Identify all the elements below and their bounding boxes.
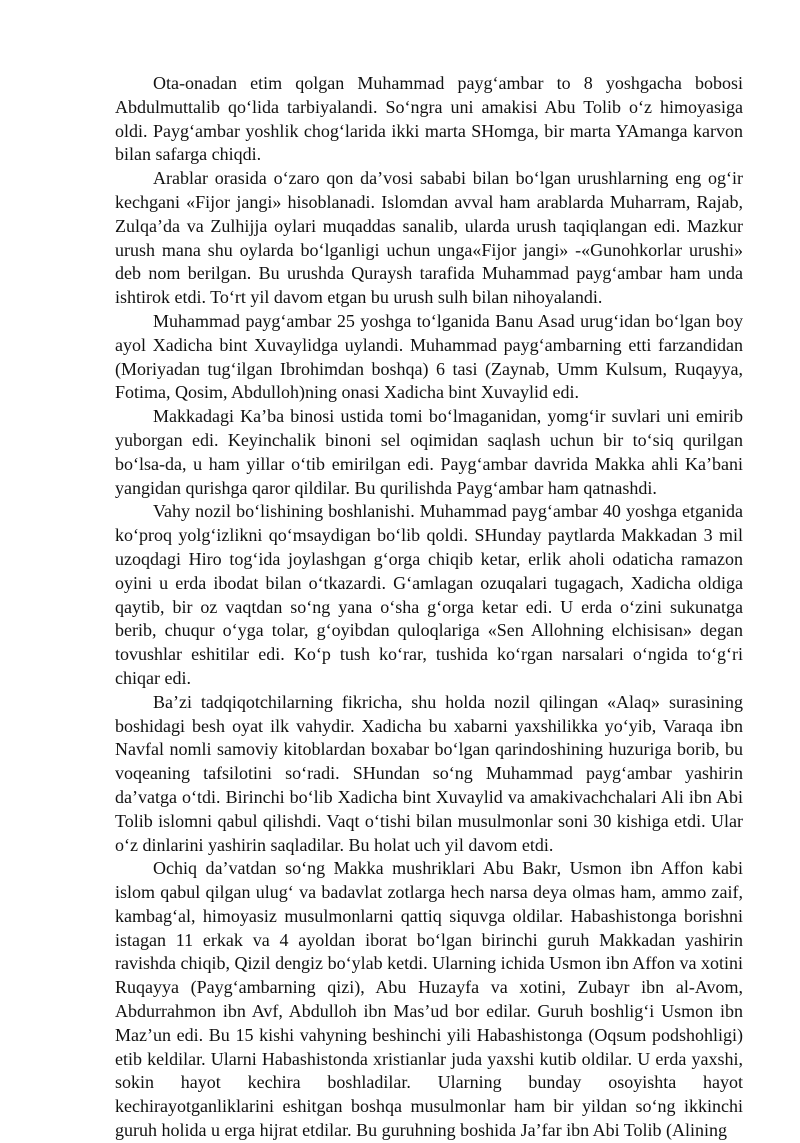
document-page [115,72,743,1143]
paragraph-7: Ochiq da’vatdan so‘ng Makka mushriklari Abu Bakr, Usmon ibn Affon kabi islom qabul qilgan ulug‘ va badavlat zotlarga hech narsa deya olmas ham, ammo zaif, kambag‘al, himoyasiz musulmonlarni qattiq siquvga oldilar. Habashistonga borishni istagan 11 erkak va 4 ayoldan iborat bo‘lgan birinchi guruh Makkadan yashirin ravishda chiqib, Qizil dengiz bo‘ylab ketdi. Ularning ichida Usmon ibn Affon va xotini Ruqayya (Payg‘ambarning qizi), Abu Huzayfa va xotini, Zubayr ibn al-Avom, Abdurrahmon ibn Avf, Abdulloh ibn Mas’ud bor edilar. Guruh boshlig‘i Usmon ibn Maz’un edi. Bu 15 kishi vahyning beshinchi yili Habashistonga (Oqsum podshohligi) etib keldilar. Ularni Habashistonda xristianlar juda yaxshi kutib oldilar. U erda yaxshi, sokin hayot kechira boshladilar. Ularning bunday osoyishta hayot kechirayotganliklarini eshitgan boshqa musulmonlar ham bir yildan so‘ng ikkinchi guruh holida u erga hijrat etdilar. Bu guruhning boshida Ja’far ibn Abi Tolib (Alining [115,858,743,1141]
paragraph-1: Ota-onadan etim qolgan Muhammad payg‘ambar to 8 yoshgacha bobosi Abdulmuttalib qo‘lida tarbiyalandi. So‘ngra uni amakisi Abu Tolib o‘z himoyasiga oldi. Payg‘ambar yoshlik chog‘larida ikki marta SHomga, bir marta YAmanga karvon bilan safarga chiqdi. [115,73,743,165]
paragraph-2: Arablar orasida o‘zaro qon da’vosi sababi bilan bo‘lgan urushlarning eng og‘ir kechgani «Fijor jangi» hisoblanadi. Islomdan avval ham arablarda Muharram, Rajab, Zulqa’da va Zulhijja oylari muqaddas sanalib, ularda urush taqiqlangan edi. Mazkur urush mana shu oylarda bo‘lganligi uchun unga«Fijor jangi» -«Gunohkorlar urushi» deb nom berilgan. Bu urushda Quraysh tarafida Muhammad payg‘ambar ham unda ishtirok etdi. To‘rt yil davom etgan bu urush sulh bilan nihoyalandi. [115,168,743,308]
paragraph-4: Makkadagi Ka’ba binosi ustida tomi bo‘lmaganidan, yomg‘ir suvlari uni emirib yuborgan edi. Keyinchalik binoni sel oqimidan saqlash uchun bir to‘siq qurilgan bo‘lsa-da, u ham yillar o‘tib emirilgan edi. Payg‘ambar davrida Makka ahli Ka’bani yangidan qurishga qaror qildilar. Bu qurilishda Payg‘ambar ham qatnashdi. [115,406,743,498]
paragraph-5: Vahy nozil bo‘lishining boshlanishi. Muhammad payg‘ambar 40 yoshga etganida ko‘proq yolg‘izlikni qo‘msaydigan bo‘lib qoldi. SHunday paytlarda Makkadan 3 mil uzoqdagi Hiro tog‘ida joylashgan g‘orga chiqib ketar, erlik aholi odaticha ramazon oyini u erda ibodat bilan o‘tkazardi. G‘amlagan ozuqalari tugagach, Xadicha oldiga qaytib, bir oz vaqtdan so‘ng yana o‘sha g‘orga ketar edi. U erda o‘zini sukunatga berib, chuqur o‘yga tolar, g‘oyibdan quloqlariga «Sen Allohning elchisisan» degan tovushlar eshitilar edi. Ko‘p tush ko‘rar, tushida ko‘rgan narsalari o‘ngida to‘g‘ri chiqar edi. [115,501,743,688]
paragraph-6: Ba’zi tadqiqotchilarning fikricha, shu holda nozil qilingan «Alaq» surasining boshidagi besh oyat ilk vahydir. Xadicha bu xabarni yaxshilikka yo‘yib, Varaqa ibn Navfal nomli samoviy kitoblardan boxabar bo‘lgan qarindoshining huzuriga borib, bu voqeaning tafsilotini so‘radi. SHundan so‘ng Muhammad payg‘ambar yashirin da’vatga o‘tdi. Birinchi bo‘lib Xadicha bint Xuvaylid va amakivachchalari Ali ibn Abi Tolib islomni qabul qilishdi. Vaqt o‘tishi bilan musulmonlar soni 30 kishiga etdi. Ular o‘z dinlarini yashirin saqladilar. Bu holat uch yil davom etdi. [115,691,743,855]
paragraph-3: Muhammad payg‘ambar 25 yoshga to‘lganida Banu Asad urug‘idan bo‘lgan boy ayol Xadicha bint Xuvaylidga uylandi. Muhammad payg‘ambarning etti farzandidan (Moriyadan tug‘ilgan Ibrohimdan boshqa) 6 tasi (Zaynab, Umm Kulsum, Ruqayya, Fotima, Qosim, Abdulloh)ning onasi Xadicha bint Xuvaylid edi. [115,310,743,403]
